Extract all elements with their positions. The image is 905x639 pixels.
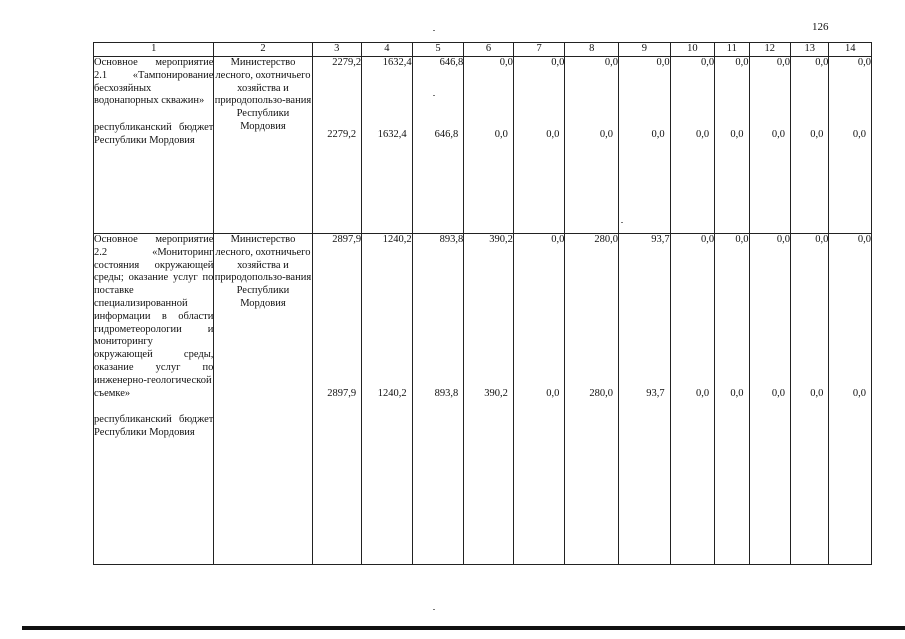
- value-total: 0,0: [551, 234, 565, 245]
- value-cell: [749, 57, 790, 234]
- value-cell: [312, 57, 362, 234]
- value-total: 0,0: [776, 57, 790, 68]
- header-cell: 12: [749, 43, 790, 57]
- header-cell: 5: [412, 43, 464, 57]
- value-budget: 0,0: [546, 388, 560, 399]
- scan-speck: [433, 30, 435, 31]
- header-cell: 14: [829, 43, 872, 57]
- value-budget: 0,0: [546, 129, 560, 140]
- value-cell: [565, 57, 619, 234]
- value-budget: 280,0: [589, 388, 614, 399]
- value-budget: 0,0: [810, 129, 824, 140]
- value-cell: [362, 234, 413, 565]
- value-total: 0,0: [857, 57, 871, 68]
- measure-description: [94, 234, 214, 565]
- value-cell: [715, 57, 749, 234]
- value-budget: 1240,2: [377, 388, 407, 399]
- value-cell: [829, 57, 872, 234]
- table-header-row: [94, 43, 872, 57]
- value-cell: [790, 57, 828, 234]
- value-budget: 390,2: [484, 388, 508, 399]
- header-cell: 10: [670, 43, 715, 57]
- value-budget: 0,0: [771, 388, 785, 399]
- value-budget: 646,8: [434, 129, 459, 140]
- value-total: 1632,4: [382, 57, 412, 68]
- value-total: 893,8: [439, 234, 464, 245]
- value-budget: 93,7: [646, 388, 665, 399]
- value-cell: [412, 57, 464, 234]
- value-cell: [670, 234, 715, 565]
- value-cell: [362, 57, 413, 234]
- value-cell: [565, 234, 619, 565]
- header-cell: 4: [362, 43, 413, 57]
- value-cell: [464, 234, 514, 565]
- budget-source: республиканский бюджет Республики Мордовия: [94, 122, 214, 146]
- value-budget: 1632,4: [377, 129, 407, 140]
- responsible-organization: Министерство лесного, охотничьего хозяйства и природопользо-вания Республики Мордовия: [214, 234, 312, 565]
- measure-title: Основное мероприятие 2.1 «Тампонирование бесхозяйных водонапорных скважин»: [94, 57, 214, 107]
- value-cell: [749, 234, 790, 565]
- page-number: 126: [812, 21, 829, 33]
- budget-source: республиканский бюджет Республики Мордовия: [94, 414, 214, 439]
- measure-description: [94, 57, 214, 234]
- value-budget: 0,0: [852, 388, 866, 399]
- value-total: 93,7: [651, 234, 670, 245]
- value-budget: 0,0: [695, 388, 710, 399]
- value-budget: 0,0: [771, 129, 785, 140]
- value-cell: [464, 57, 514, 234]
- value-total: 2897,9: [332, 234, 362, 245]
- header-cell: 1: [94, 43, 214, 57]
- value-total: 0,0: [551, 57, 565, 68]
- value-cell: [619, 234, 671, 565]
- header-cell: 11: [715, 43, 749, 57]
- value-total: 0,0: [857, 234, 871, 245]
- value-cell: [619, 57, 671, 234]
- responsible-organization: Министерство лесного, охотничьего хозяйства и природопользо-вания Республики Мордовия: [214, 57, 312, 234]
- value-total: 390,2: [489, 234, 513, 245]
- value-budget: 0,0: [695, 129, 710, 140]
- value-total: 0,0: [735, 57, 749, 68]
- value-total: 0,0: [815, 57, 829, 68]
- value-total: 1240,2: [382, 234, 412, 245]
- value-total: 0,0: [499, 57, 513, 68]
- table-row: [94, 234, 872, 565]
- value-total: 0,0: [735, 234, 749, 245]
- header-cell: 3: [312, 43, 362, 57]
- value-total: 646,8: [439, 57, 464, 68]
- value-budget: 0,0: [494, 129, 508, 140]
- header-cell: 13: [790, 43, 828, 57]
- value-total: 0,0: [700, 234, 715, 245]
- value-budget: 0,0: [599, 129, 614, 140]
- header-cell: 9: [619, 43, 671, 57]
- value-total: 0,0: [776, 234, 790, 245]
- value-budget: 0,0: [810, 388, 824, 399]
- value-total: 0,0: [604, 57, 619, 68]
- value-cell: [513, 57, 565, 234]
- value-total: 2279,2: [332, 57, 362, 68]
- value-budget: 0,0: [730, 129, 744, 140]
- header-cell: 7: [513, 43, 565, 57]
- value-total: 0,0: [700, 57, 715, 68]
- value-budget: 0,0: [852, 129, 866, 140]
- header-cell: 8: [565, 43, 619, 57]
- value-budget: 0,0: [651, 129, 665, 140]
- header-cell: 2: [214, 43, 312, 57]
- scan-speck: [433, 609, 435, 610]
- value-budget: 2279,2: [327, 129, 357, 140]
- value-cell: [312, 234, 362, 565]
- value-cell: [412, 234, 464, 565]
- measure-title: Основное мероприятие 2.2 «Мониторинг состояния окружающей среды; оказание услуг по поставке специализированной информации в области гидрометеорологии и мониторингу окружающей среды, оказание услуг по инженерно-геологической съемке»: [94, 234, 214, 399]
- budget-table: [93, 42, 872, 565]
- value-total: 0,0: [656, 57, 670, 68]
- value-cell: [513, 234, 565, 565]
- value-budget: 2897,9: [327, 388, 357, 399]
- value-total: 0,0: [815, 234, 829, 245]
- value-budget: 0,0: [730, 388, 744, 399]
- header-cell: 6: [464, 43, 514, 57]
- scan-border: [22, 626, 905, 630]
- value-budget: 893,8: [434, 388, 459, 399]
- value-cell: [715, 234, 749, 565]
- table-row: [94, 57, 872, 234]
- value-cell: [829, 234, 872, 565]
- value-cell: [670, 57, 715, 234]
- value-total: 280,0: [594, 234, 619, 245]
- value-cell: [790, 234, 828, 565]
